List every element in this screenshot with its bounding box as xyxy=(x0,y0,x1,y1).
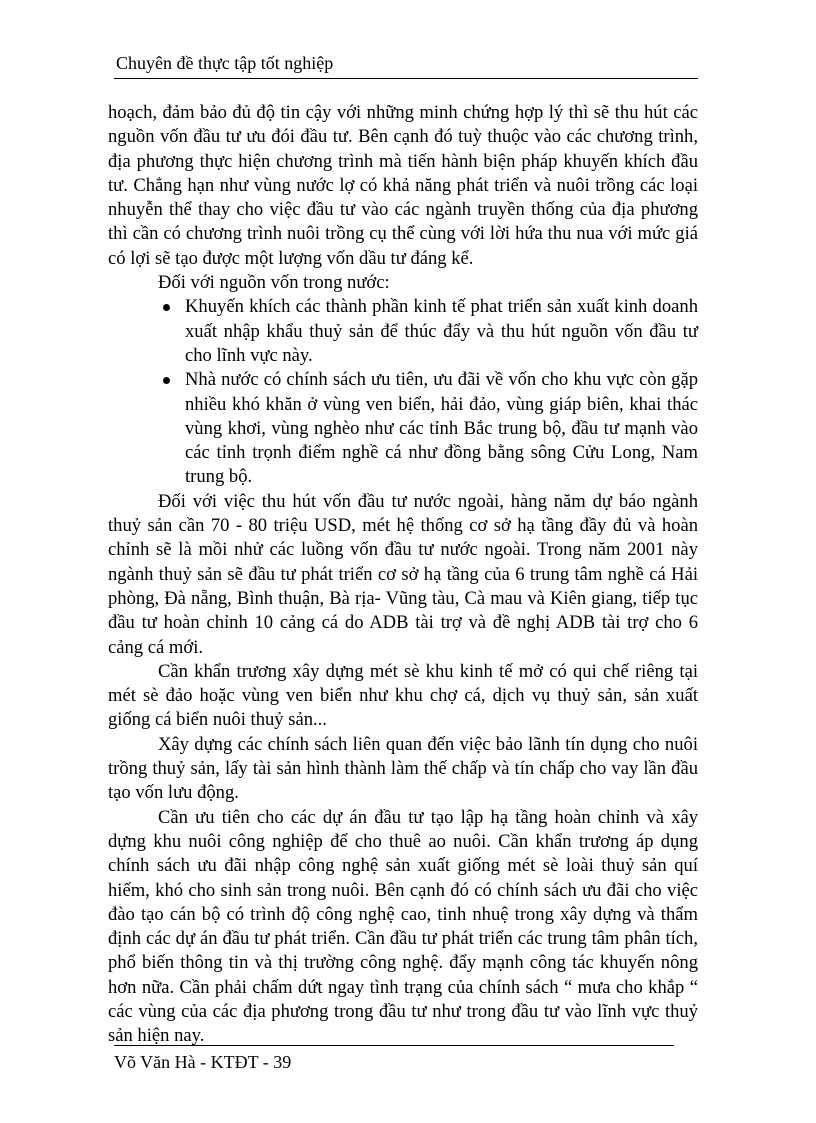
paragraph-priorities: Cần ưu tiên cho các dự án đầu tư tạo lập hạ tầng hoàn chỉnh và xây dựng khu nuôi công nghiệp để cho thuê ao nuôi. Cần khẩn trương áp dụng chính sách ưu đãi nhập công nghệ sản xuất giống mét sè loài thuỷ sản quí hiếm, khó cho sinh sản trong nuôi. Bên cạnh đó có chính sách ưu đãi cho việc đào tạo cán bộ có trình độ công nghệ cao, tinh nhuệ trong xây dựng và thẩm định các dự án đầu tư phát triển. Cần đầu tư phát triển các trung tâm phân tích, phổ biến thông tin và thị trường công nghệ. đẩy mạnh công tác khuyến nông hơn nữa. Cần phải chấm dứt ngay tình trạng của chính sách “ mưa cho khắp “ các vùng của các địa phương trong đầu tư như trong đầu tư vào lĩnh vực thuỷ sản hiện nay. xyxy=(108,806,698,1047)
document-body xyxy=(108,101,698,1049)
paragraph-economic-zones: Cần khẩn trương xây dựng mét sè khu kinh tế mở có qui chế riêng tại mét sè đảo hoặc vùng ven biển như khu chợ cá, dịch vụ thuỷ sản, sản xuất giống cá biển nuôi thuỷ sản... xyxy=(108,660,698,731)
page-header: Chuyên đề thực tập tốt nghiệp xyxy=(116,53,334,73)
bullet-icon xyxy=(163,304,170,311)
bullet-text: Nhà nước có chính sách ưu tiên, ưu đãi về vốn cho khu vực còn gặp nhiều khó khăn ở vùng ven biển, hải đảo, vùng giáp biên, khai thác vùng khơi, vùng nghèo như các tỉnh Bắc trung bộ, đầu tư mạnh vào các tỉnh trọnh điểm nghề cá như đồng bằng sông Cửu Long, Nam trung bộ. xyxy=(185,369,698,488)
header-divider xyxy=(114,78,698,79)
paragraph-domestic-capital: Đối với nguồn vốn trong nước: xyxy=(158,272,390,294)
bullet-text: Khuyến khích các thành phần kinh tế phat triển sản xuất kinh doanh xuất nhập khẩu thuỷ sản để thúc đẩy và thu hút nguồn vốn đầu tư cho lĩnh vực này. xyxy=(185,296,698,366)
paragraph-credit-policy: Xây dựng các chính sách liên quan đến việc bảo lãnh tín dụng cho nuôi trồng thuỷ sản, lấy tài sản hình thành làm thế chấp và tín chấp cho vay lần đầu tạo vốn lưu động. xyxy=(108,733,698,804)
bullet-item xyxy=(108,295,698,368)
bullet-list xyxy=(108,295,698,489)
paragraph-1: hoạch, đảm bảo đủ độ tin cậy với những minh chứng hợp lý thì sẽ thu hút các nguồn vốn đầu tư ưu đói đầu tư. Bên cạnh đó tuỳ thuộc vào các chương trình, địa phương thực hiện chương trình mà tiến hành biện pháp khuyến khích đầu tư. Chẳng hạn như vùng nước lợ có khả năng phát triển và nuôi trồng các loại nhuyễn thể thay cho việc đầu tư vào các ngành truyền thống của địa phương thì cần có chương trình nuôi trồng cụ thể cùng với lời hứa thu nua với mức giá có lợi sẽ tạo được một lượng vốn dầu tư đáng kể. xyxy=(108,102,698,269)
footer-divider xyxy=(114,1045,674,1046)
bullet-icon xyxy=(163,377,170,384)
page-footer: Võ Văn Hà - KTĐT - 39 xyxy=(114,1052,292,1072)
bullet-item xyxy=(108,368,698,489)
paragraph-foreign-investment: Đối với việc thu hút vốn đầu tư nước ngoài, hàng năm dự báo ngành thuỷ sản cần 70 - 80 triệu USD, mét hệ thống cơ sở hạ tầng đầy đủ và hoàn chỉnh sẽ là mồi nhử các luồng vốn đầu tư nước ngoài. Trong năm 2001 này ngành thuỷ sản sẽ đầu tư phát triển cơ sở hạ tầng của 6 trung tâm nghề cá Hải phòng, Đà nẵng, Bình thuận, Bà rịa- Vũng tàu, Cà mau và Kiên giang, tiếp tục đầu tư hoàn chỉnh 10 cảng cá do ADB tài trợ và đề nghị ADB tài trợ cho 6 cảng cá mới. xyxy=(108,490,698,658)
